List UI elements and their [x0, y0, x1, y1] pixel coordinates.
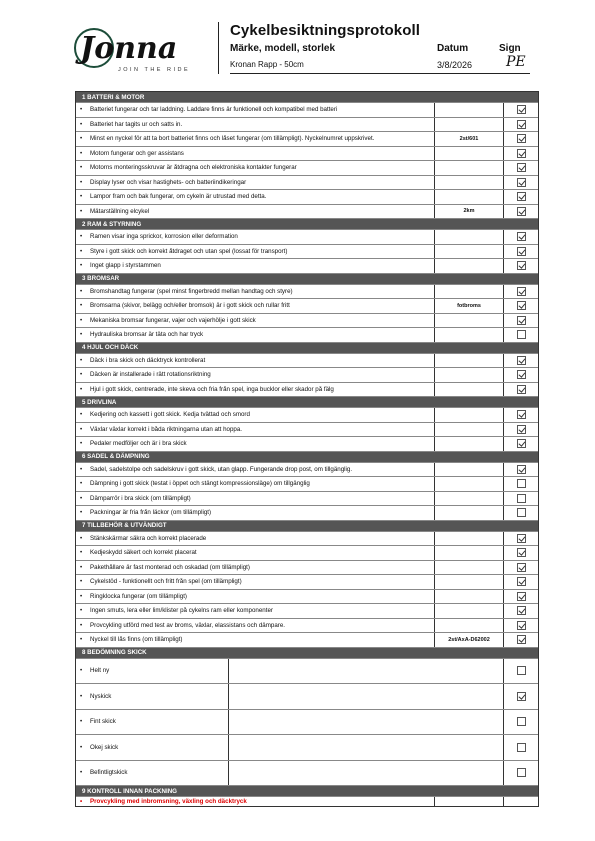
checklist-item-text: • Display lyser och visar hastighets- och batteriindikeringar — [80, 178, 247, 186]
checklist-item-note[interactable] — [434, 245, 504, 259]
page-title: Cykelbesiktningsprotokoll — [230, 22, 421, 39]
checklist-item-text: • Bromshandtag fungerar (spel minst fingerbredd mellan handtag och styre) — [80, 287, 293, 295]
jonna-logo — [72, 26, 212, 76]
checklist-item-text: • Pakethållare är fast monterad och oskadad (om tillämpligt) — [80, 563, 250, 571]
checklist-item-note[interactable]: 2st/601 — [434, 132, 504, 146]
grading-row — [76, 761, 538, 787]
checklist-item-text: • Minst en nyckel för att ta bort batteriet finns och låset fungerar (om tillämpligt). Nyckelnumret uppskrivet. — [80, 135, 375, 143]
section-header: 7 TILLBEHÖR & UTVÄNDIGT — [76, 521, 538, 532]
section-header: 8 BEDÖMNING SKICK — [76, 648, 538, 659]
grading-item-text: • Fint skick — [80, 718, 116, 726]
grading-item-text: • Okej skick — [80, 743, 119, 751]
checkbox[interactable] — [517, 178, 526, 187]
checkbox[interactable] — [517, 385, 526, 394]
checklist-row — [76, 368, 538, 383]
checklist-row — [76, 259, 538, 274]
grading-note[interactable] — [228, 684, 504, 709]
checklist-item-note[interactable] — [434, 354, 504, 368]
checklist-item-text: • Packningar är fria från läckor (om tillämpligt) — [80, 509, 212, 517]
grading-row — [76, 710, 538, 736]
checkbox[interactable] — [517, 192, 526, 201]
checklist-item-note[interactable] — [434, 561, 504, 575]
checklist-item-note[interactable] — [434, 328, 504, 342]
checkbox[interactable] — [517, 425, 526, 434]
grading-note[interactable] — [228, 710, 504, 735]
grading-item-text: • Helt ny — [80, 667, 110, 675]
checklist-row — [76, 205, 538, 220]
grading-item-text: • Befintligtskick — [80, 769, 128, 777]
grading-item-text: • Nyskick — [80, 692, 112, 700]
checkbox[interactable] — [517, 410, 526, 419]
bike-model-label: Märke, modell, storlek — [230, 43, 336, 54]
checklist-item-text: • Batteriet fungerar och tar laddning. Laddare finns är funktionell och kompatibel med batteri — [80, 106, 338, 114]
checklist-row — [76, 546, 538, 561]
grading-row — [76, 659, 538, 685]
checklist-item-text: • Sadel, sadelstolpe och sadelskruv i gott skick, utan glapp. Fungerande drop post, om tillgänglig. — [80, 465, 353, 473]
checklist-item-note[interactable] — [434, 619, 504, 633]
checkbox[interactable] — [517, 768, 526, 777]
checklist-item-note[interactable] — [434, 532, 504, 546]
checklist-item-text: • Mätarställning elcykel — [80, 207, 150, 215]
checklist-item-note[interactable] — [434, 259, 504, 273]
checklist-item-text: • Växlar växlar korrekt i båda riktningarna utan att hoppa. — [80, 425, 243, 433]
checklist-row — [76, 190, 538, 205]
checkbox[interactable] — [517, 301, 526, 310]
section-header: 4 HJUL OCH DÄCK — [76, 343, 538, 354]
grading-row — [76, 735, 538, 761]
checklist-item-text: • Lampor fram och bak fungerar, om cykeln är utrustad med detta. — [80, 193, 267, 201]
checkbox[interactable] — [517, 717, 526, 726]
date-label: Datum — [437, 43, 469, 54]
checkbox[interactable] — [517, 606, 526, 615]
section-header: 9 KONTROLL INNAN PACKNING — [76, 786, 538, 797]
checklist-item-note[interactable] — [434, 506, 504, 520]
checkbox[interactable] — [517, 465, 526, 474]
checkbox[interactable] — [517, 548, 526, 557]
checklist-item-note[interactable] — [434, 285, 504, 299]
checkbox[interactable] — [517, 692, 526, 701]
checklist-row — [76, 299, 538, 314]
checklist-item-note[interactable] — [434, 477, 504, 491]
checklist-item-note[interactable] — [434, 408, 504, 422]
checkbox[interactable] — [517, 149, 526, 158]
checklist-item-note[interactable] — [434, 383, 504, 397]
checklist-row — [76, 161, 538, 176]
checklist-item-text: • Hydrauliska bromsar är täta och har tryck — [80, 331, 204, 339]
checklist-row — [76, 506, 538, 521]
checklist-row — [76, 492, 538, 507]
checkbox[interactable] — [517, 439, 526, 448]
checklist-row — [76, 590, 538, 605]
checkbox[interactable] — [517, 120, 526, 129]
checklist-row — [76, 328, 538, 343]
checklist-row — [76, 619, 538, 634]
grading-row — [76, 684, 538, 710]
svg-text:JOIN THE RIDE: JOIN THE RIDE — [118, 67, 191, 73]
checkbox[interactable] — [517, 577, 526, 586]
svg-text:Jonna: Jonna — [80, 31, 178, 66]
checklist-item-text: • Mekaniska bromsar fungerar, vajer och vajerhölje i gott skick — [80, 316, 256, 324]
checkbox[interactable] — [517, 563, 526, 572]
grading-note[interactable] — [228, 735, 504, 760]
checklist-item-text: • Inget glapp i styrstammen — [80, 262, 161, 270]
checklist-row — [76, 103, 538, 118]
checklist-item-note[interactable] — [434, 437, 504, 451]
checklist-row — [76, 285, 538, 300]
checklist-item-note[interactable] — [434, 176, 504, 190]
final-check-note[interactable] — [434, 797, 504, 806]
checklist-row — [76, 314, 538, 329]
checkbox[interactable] — [517, 134, 526, 143]
checklist-row — [76, 176, 538, 191]
checkbox[interactable] — [517, 287, 526, 296]
grading-note[interactable] — [228, 659, 504, 684]
checklist-item-note[interactable] — [434, 230, 504, 244]
section-header: 6 SADEL & DÄMPNING — [76, 452, 538, 463]
checklist-item-note[interactable] — [434, 147, 504, 161]
checkbox[interactable] — [517, 666, 526, 675]
checklist-item-note[interactable] — [434, 368, 504, 382]
checklist-row — [76, 147, 538, 162]
checklist-item-text: • Cykelstöd - funktionellt och fritt från spel (om tillämpligt) — [80, 578, 242, 586]
checklist-item-text: • Motorns monteringsskruvar är åtdragna och elektroniska kontakter fungerar — [80, 164, 297, 172]
checkbox[interactable] — [517, 592, 526, 601]
section-header: 2 RAM & STYRNING — [76, 219, 538, 230]
checklist-item-text: • Däcken är installerade i rätt rotationsriktning — [80, 371, 211, 379]
checklist-item-text: • Motorn fungerar och ger assistans — [80, 149, 184, 157]
section-header: 3 BROMSAR — [76, 274, 538, 285]
checklist-item-note[interactable]: fotbroms — [434, 299, 504, 313]
checklist-item-text: • Bromsarna (skivor, belägg och/eller bromsok) är i gott skick och rullar fritt — [80, 302, 290, 310]
checkbox[interactable] — [517, 232, 526, 241]
checklist-row — [76, 532, 538, 547]
checkbox[interactable] — [517, 370, 526, 379]
final-check-text: • Provcykling med inbromsning, växling och däcktryck — [80, 798, 247, 805]
checklist-item-note[interactable] — [434, 118, 504, 132]
checkbox[interactable] — [517, 508, 526, 517]
checklist-item-note[interactable] — [434, 575, 504, 589]
checklist-item-text: • Däck i bra skick och däcktryck kontrollerat — [80, 356, 206, 364]
checklist-item-text: • Batteriet har tagits ur och satts in. — [80, 120, 183, 128]
checklist-item-note[interactable]: 2km — [434, 205, 504, 219]
checklist-row — [76, 561, 538, 576]
checklist-row — [76, 575, 538, 590]
checkbox[interactable] — [517, 261, 526, 270]
checklist-item-note[interactable] — [434, 546, 504, 560]
checklist-row — [76, 118, 538, 133]
checklist-row — [76, 604, 538, 619]
grading-note[interactable] — [228, 761, 504, 786]
checklist-item-note[interactable] — [434, 590, 504, 604]
checklist-item-text: • Hjul i gott skick, centrerade, inte skeva och fria från spel, inga bucklor eller skador på fälg — [80, 385, 334, 393]
checklist-row — [76, 132, 538, 147]
checklist-row — [76, 797, 538, 806]
checkbox[interactable] — [517, 479, 526, 488]
checkbox[interactable] — [517, 207, 526, 216]
checklist-row — [76, 423, 538, 438]
checklist-item-note[interactable]: 2st/AxA-D62002 — [434, 633, 504, 647]
checklist-row — [76, 477, 538, 492]
section-header: 5 DRIVLINA — [76, 397, 538, 408]
checkbox[interactable] — [517, 330, 526, 339]
checkbox[interactable] — [517, 494, 526, 503]
checkbox[interactable] — [517, 635, 526, 644]
checklist-item-note[interactable] — [434, 604, 504, 618]
checklist-item-text: • Provcykling utförd med test av broms, växlar, elassistans och dämpare. — [80, 621, 285, 629]
checklist-item-text: • Stänkskärmar säkra och korrekt placerade — [80, 534, 207, 542]
checklist-row — [76, 633, 538, 648]
checkbox[interactable] — [517, 247, 526, 256]
checklist-row — [76, 437, 538, 452]
checklist-item-note[interactable] — [434, 314, 504, 328]
checklist-item-note[interactable] — [434, 161, 504, 175]
checklist-item-text: • Dämparrör i bra skick (om tillämpligt) — [80, 494, 191, 502]
checklist-row — [76, 463, 538, 478]
checklist-item-text: • Dämpning i gott skick (testat i öppet och stängt kompressionsläge) om tillgänglig — [80, 480, 310, 488]
bike-model-value: Kronan Rapp - 50cm — [230, 60, 304, 69]
checklist-item-text: • Kedjeskydd säkert och korrekt placerat — [80, 549, 197, 557]
checkbox[interactable] — [517, 163, 526, 172]
checklist-item-text: • Styre i gott skick och korrekt åtdraget och utan spel (lossat för transport) — [80, 247, 288, 255]
checkbox[interactable] — [517, 534, 526, 543]
checkbox[interactable] — [517, 621, 526, 630]
checkbox[interactable] — [517, 105, 526, 114]
sign-label: Sign — [499, 43, 521, 54]
checklist-row — [76, 245, 538, 260]
checkbox[interactable] — [517, 316, 526, 325]
checklist-item-note[interactable] — [434, 492, 504, 506]
checklist-row — [76, 354, 538, 369]
checklist-item-note[interactable] — [434, 103, 504, 117]
checklist-row — [76, 408, 538, 423]
checklist-item-note[interactable] — [434, 463, 504, 477]
document-header — [0, 0, 595, 85]
signature: PE — [506, 54, 526, 70]
section-header: 1 BATTERI & MOTOR — [76, 92, 538, 103]
checklist-item-note[interactable] — [434, 190, 504, 204]
date-value: 3/8/2026 — [437, 60, 473, 70]
checklist-item-text: • Nyckel till lås finns (om tillämpligt) — [80, 636, 183, 644]
checklist-item-note[interactable] — [434, 423, 504, 437]
checkbox[interactable] — [517, 356, 526, 365]
inspection-table — [75, 91, 539, 807]
checklist-item-text: • Kedjering och kassett i gott skick. Kedja tvättad och smord — [80, 411, 250, 419]
checklist-item-text: • Ingen smuts, lera eller lim/klister på cykelns ram eller komponenter — [80, 607, 273, 615]
checklist-item-text: • Pedaler medföljer och är i bra skick — [80, 440, 187, 448]
checklist-item-text: • Ringklocka fungerar (om tillämpligt) — [80, 592, 187, 600]
checkbox[interactable] — [517, 743, 526, 752]
checklist-item-text: • Ramen visar inga sprickor, korrosion eller deformation — [80, 233, 238, 241]
checklist-row — [76, 383, 538, 398]
checklist-row — [76, 230, 538, 245]
